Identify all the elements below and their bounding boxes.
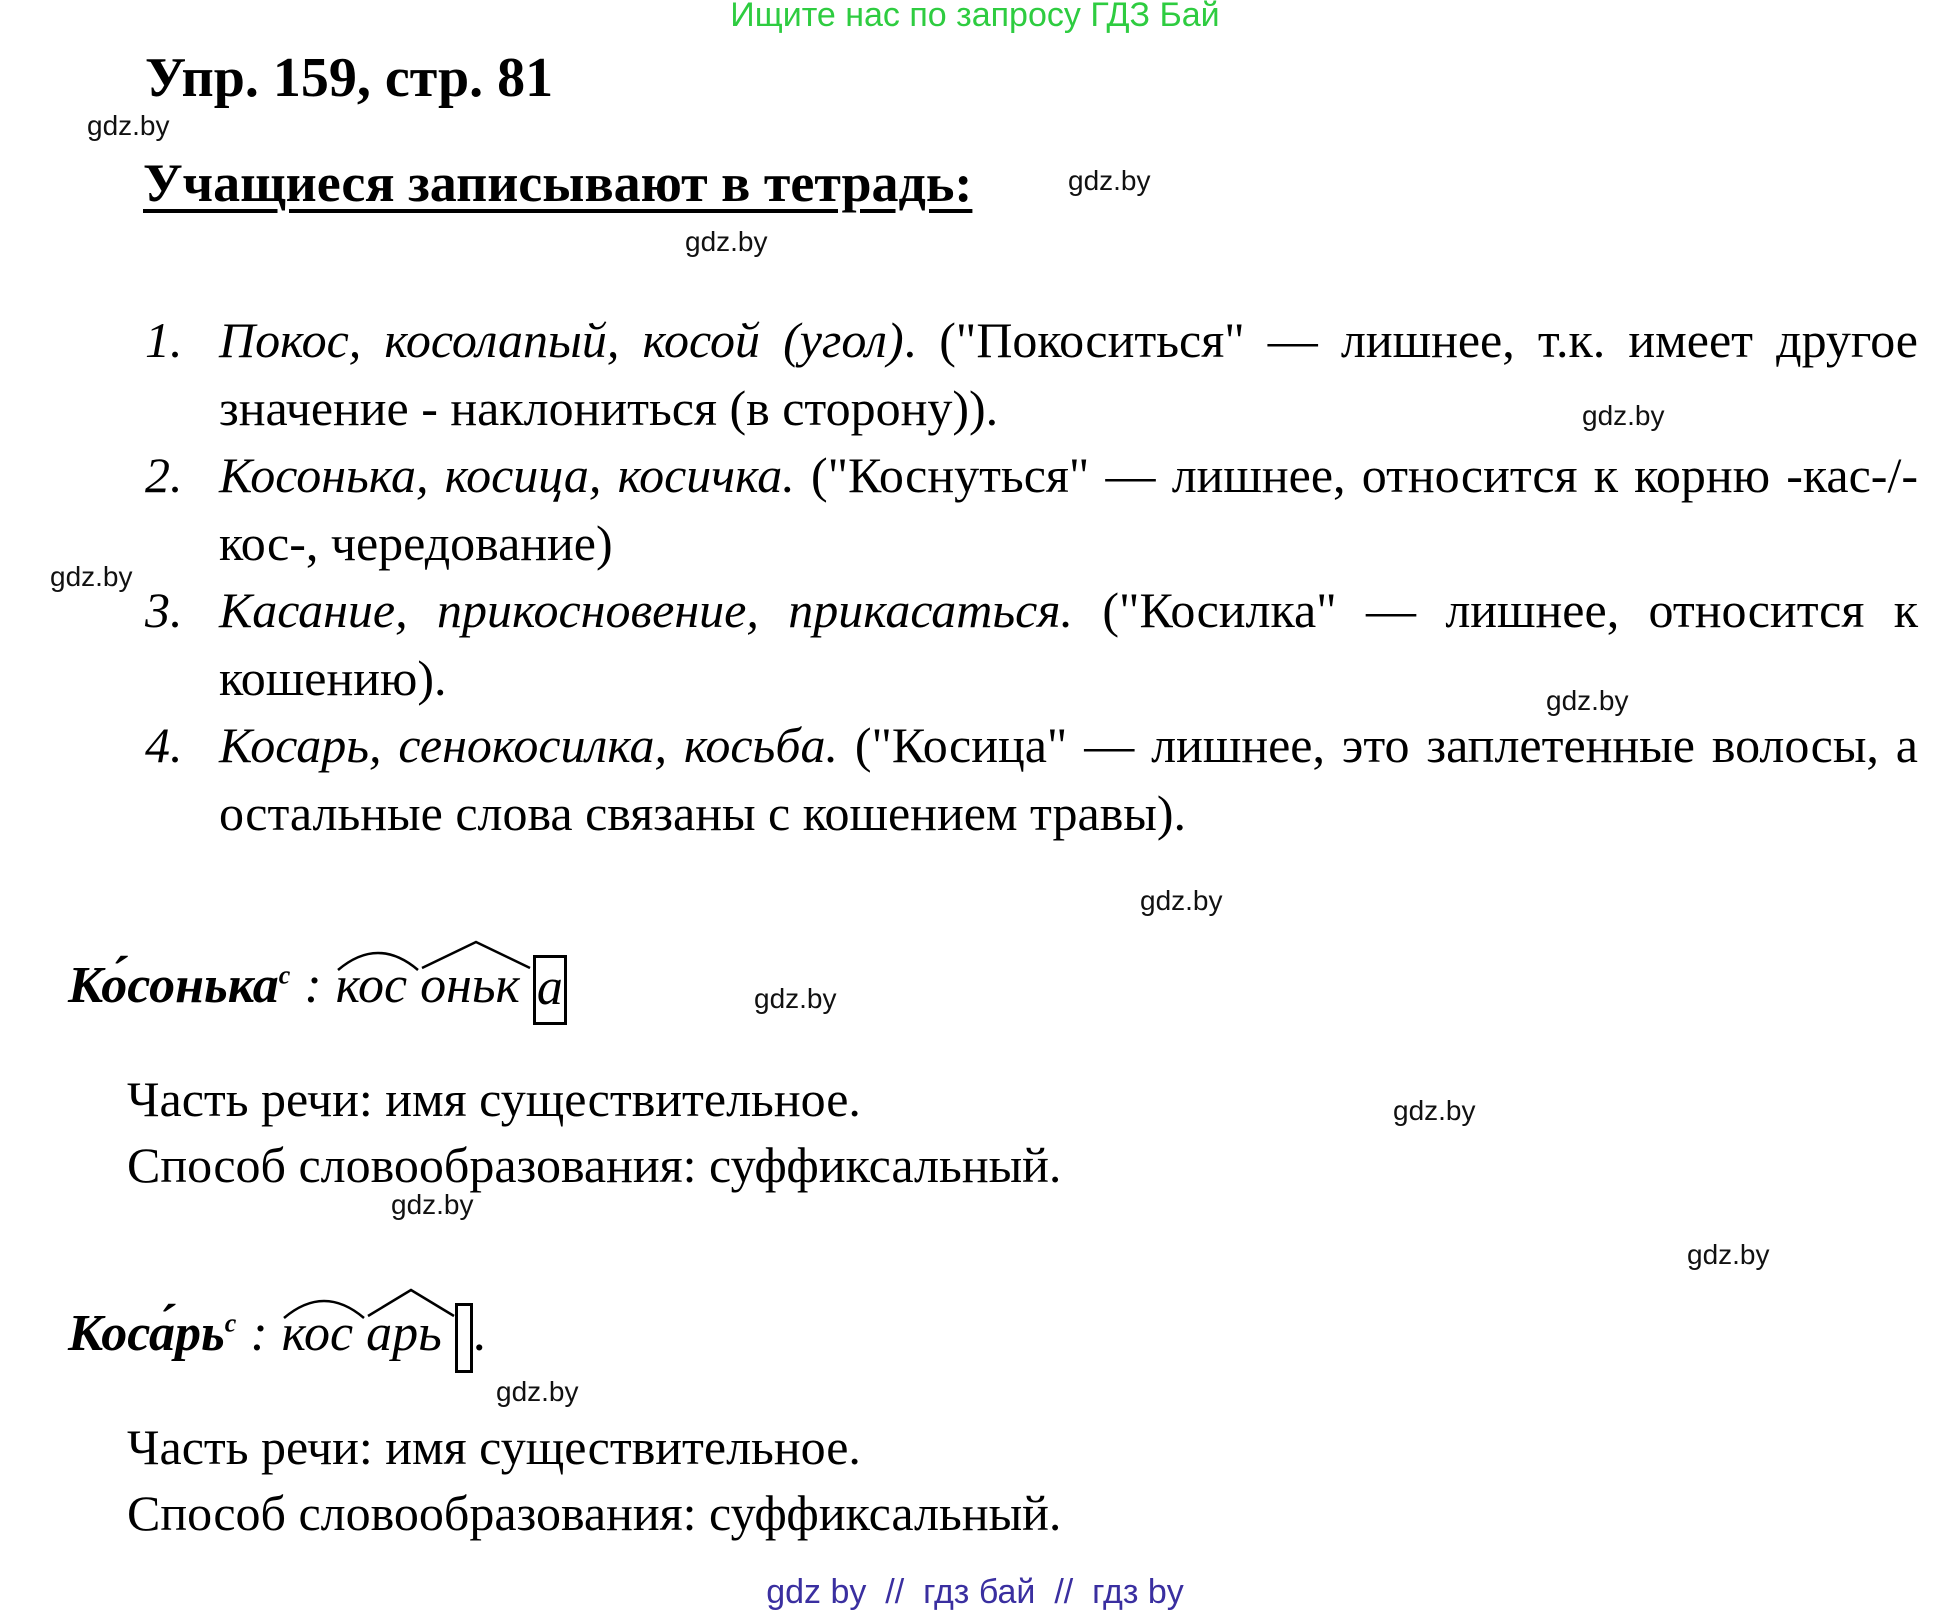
watermark: gdz.by [754, 983, 837, 1014]
watermark: gdz.by [1140, 885, 1223, 916]
list-item [145, 306, 1918, 442]
item-number: 1. [145, 312, 183, 368]
watermark: gdz.by [391, 1189, 474, 1220]
item-words: Косонька, косица, косичка. [219, 447, 795, 503]
parse-colon: : [250, 1304, 268, 1362]
watermark: gdz.by [685, 226, 768, 257]
root-arc-icon [336, 942, 420, 972]
watermark: gdz.by [1687, 1239, 1770, 1270]
suffix-caret-icon [366, 1288, 456, 1318]
item-number: 4. [145, 717, 183, 773]
item-number: 2. [145, 447, 183, 503]
footer-links: gdz by // гдз бай // гдз by [766, 1573, 1184, 1611]
list-item [145, 441, 1918, 577]
watermark: gdz.by [50, 561, 133, 592]
parse-colon: : [304, 956, 322, 1014]
item-words: Косарь, сенокосилка, косьба. [219, 717, 838, 773]
morpheme-parse [68, 1303, 486, 1373]
watermark: gdz.by [496, 1376, 579, 1407]
list-item [145, 576, 1918, 712]
root-morpheme: кос [282, 1304, 353, 1363]
list-item [145, 711, 1918, 847]
top-banner: Ищите нас по запросу ГДЗ Бай [730, 0, 1220, 34]
item-number: 3. [145, 582, 183, 638]
part-of-speech: Часть речи: имя существительное. [127, 1071, 861, 1127]
suffix-caret-icon [420, 940, 532, 970]
part-of-speech: Часть речи: имя существительное. [127, 1419, 861, 1475]
root-arc-icon [282, 1290, 366, 1320]
ending-box [455, 1303, 473, 1373]
item-comment: ("Коснуться" — лишнее, относится к корню -кас-/-кос-, чередование) [219, 447, 1918, 571]
watermark: gdz.by [1546, 685, 1629, 716]
word-formation: Способ словообразования: суффиксальный. [127, 1485, 1062, 1541]
ending-box: а [533, 955, 567, 1025]
item-comment: . ("Покоситься" — лишнее, т.к. имеет другое значение - наклониться (в сторону)). [219, 312, 1918, 436]
suffix-morpheme: арь [366, 1304, 442, 1363]
exercise-subtitle: Учащиеся записывают в тетрадь: [143, 153, 973, 213]
parsed-word: Ко́сонька$^с$ [68, 956, 291, 1014]
watermark: gdz.by [1393, 1095, 1476, 1126]
item-comment: ("Косица" — лишнее, это заплетенные волосы, а остальные слова связаны с кошением травы). [219, 717, 1918, 841]
watermark: gdz.by [1068, 165, 1151, 196]
item-words: Покос, косолапый, косой (угол) [219, 312, 904, 368]
root-morpheme: кос [336, 956, 407, 1015]
morpheme-parse [68, 955, 567, 1025]
suffix-morpheme: оньк [420, 956, 520, 1015]
parsed-word: $Коса́рь^с$ [68, 1304, 237, 1362]
item-words: Касание, прикосновение, прикасаться. [219, 582, 1074, 638]
exercise-title: Упр. 159, стр. 81 [145, 47, 554, 109]
parse-period: . [472, 1304, 486, 1362]
watermark: gdz.by [1582, 400, 1665, 431]
item-comment: ("Косилка" — лишнее, относится к кошению). [219, 582, 1918, 706]
watermark: gdz.by [87, 110, 170, 141]
word-formation: Способ словообразования: суффиксальный. [127, 1137, 1062, 1193]
